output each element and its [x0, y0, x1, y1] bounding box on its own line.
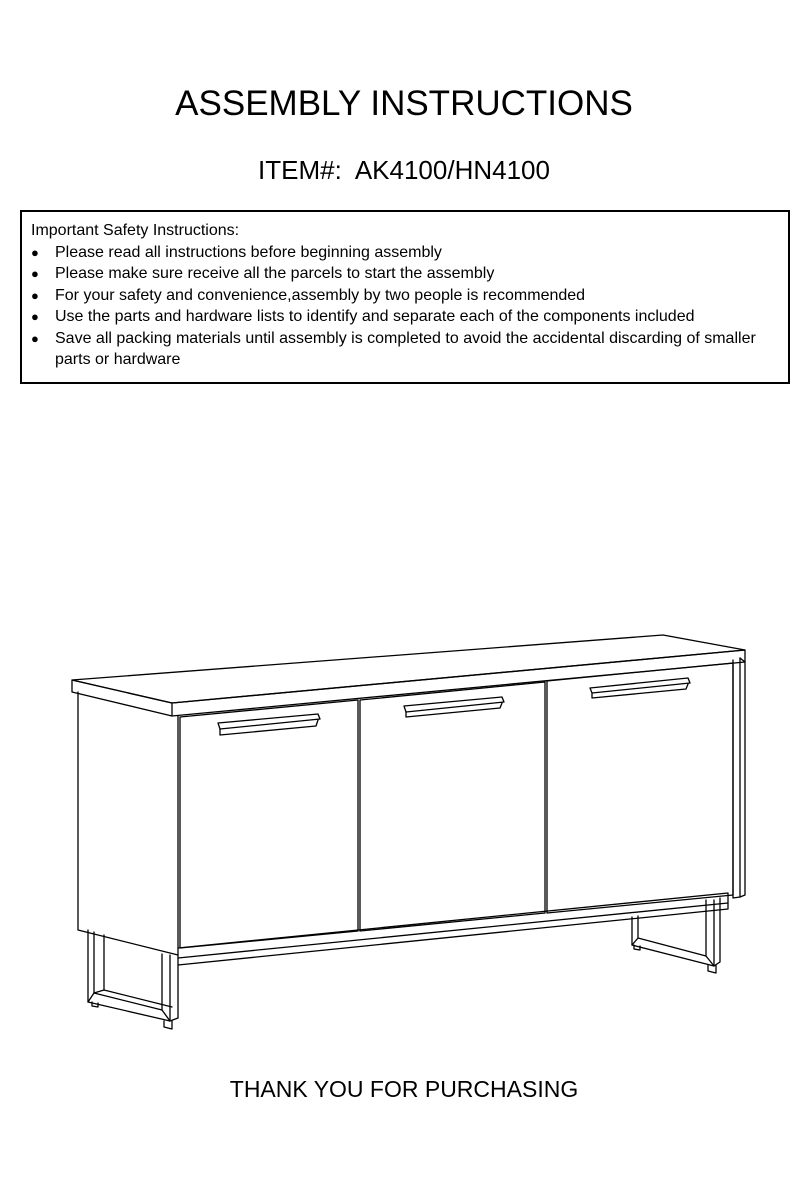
page-title: ASSEMBLY INSTRUCTIONS	[175, 84, 633, 123]
bullet-icon: ●	[31, 309, 39, 324]
item-number: ITEM#: AK4100/HN4100	[258, 155, 550, 185]
cabinet-top-front-edge	[72, 680, 172, 716]
safety-item-text: Please read all instructions before beginning assembly	[55, 243, 442, 261]
safety-item-text: For your safety and convenience,assembly by two people is recommended	[55, 286, 586, 304]
safety-item-text: Please make sure receive all the parcels to start the assembly	[55, 265, 495, 282]
bullet-icon: ●	[31, 266, 39, 281]
left-sled-leg	[88, 930, 170, 1021]
safety-heading: Important Safety Instructions:	[31, 222, 240, 239]
bullet-icon: ●	[31, 287, 39, 303]
bullet-icon: ●	[31, 330, 39, 346]
left-door	[180, 700, 358, 948]
bullet-icon: ●	[31, 244, 39, 260]
thank-you-footer: THANK YOU FOR PURCHASING	[229, 1076, 579, 1102]
right-door-handle	[590, 678, 690, 693]
safety-item	[31, 263, 780, 285]
center-door-handle	[404, 697, 504, 712]
safety-item	[31, 285, 780, 307]
right-sled-leg	[632, 900, 714, 966]
safety-item	[31, 306, 780, 328]
cabinet-right-side-strip	[733, 658, 740, 898]
safety-list	[31, 242, 780, 371]
safety-item-text: Use the parts and hardware lists to identify and separate each of the components included	[55, 308, 695, 325]
safety-item	[31, 242, 780, 264]
right-door	[547, 663, 733, 913]
sideboard-illustration	[60, 620, 760, 1040]
cabinet-left-side-panel	[78, 692, 178, 955]
center-door	[360, 682, 545, 931]
safety-item-text: Save all packing materials until assembly is completed to avoid the accidental discarding of smaller parts or hardware	[55, 329, 756, 368]
left-foot	[164, 1021, 172, 1029]
safety-instructions-box	[20, 210, 790, 384]
safety-item	[31, 328, 780, 371]
